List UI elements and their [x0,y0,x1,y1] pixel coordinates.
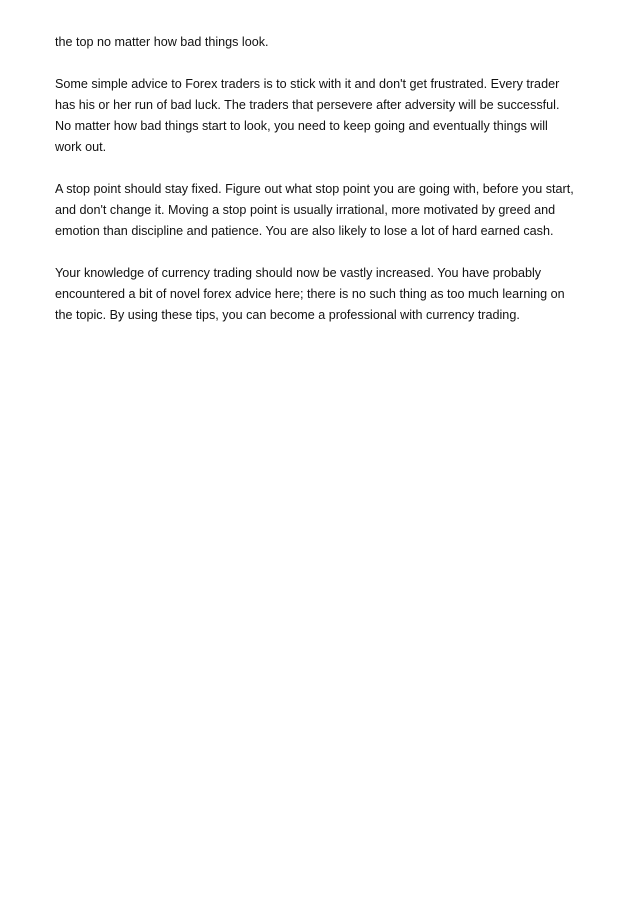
paragraph-conclusion [55,263,595,326]
text-line: the topic. By using these tips, you can become a professional with currency trading. [55,308,520,322]
text-line: Some simple advice to Forex traders is to stick with it and don't get frustrated. Every trader [55,77,560,91]
text-line: No matter how bad things start to look, you need to keep going and eventually things will [55,119,548,133]
text-line: encountered a bit of novel forex advice here; there is no such thing as too much learning on [55,287,565,301]
paragraph-continuation [55,32,595,53]
text-line: has his or her run of bad luck. The traders that persevere after adversity will be successful. [55,98,560,112]
text-line: A stop point should stay fixed. Figure out what stop point you are going with, before you start, [55,182,574,196]
text-line: work out. [55,140,107,154]
text-line: and don't change it. Moving a stop point is usually irrational, more motivated by greed and [55,203,556,217]
document-body [55,32,595,347]
text-line: Your knowledge of currency trading should now be vastly increased. You have probably [55,266,542,280]
text-line: emotion than discipline and patience. You are also likely to lose a lot of hard earned cash. [55,224,554,238]
paragraph-stop-point [55,179,595,242]
text-line: the top no matter how bad things look. [55,35,269,49]
paragraph-persevere-advice [55,74,595,158]
